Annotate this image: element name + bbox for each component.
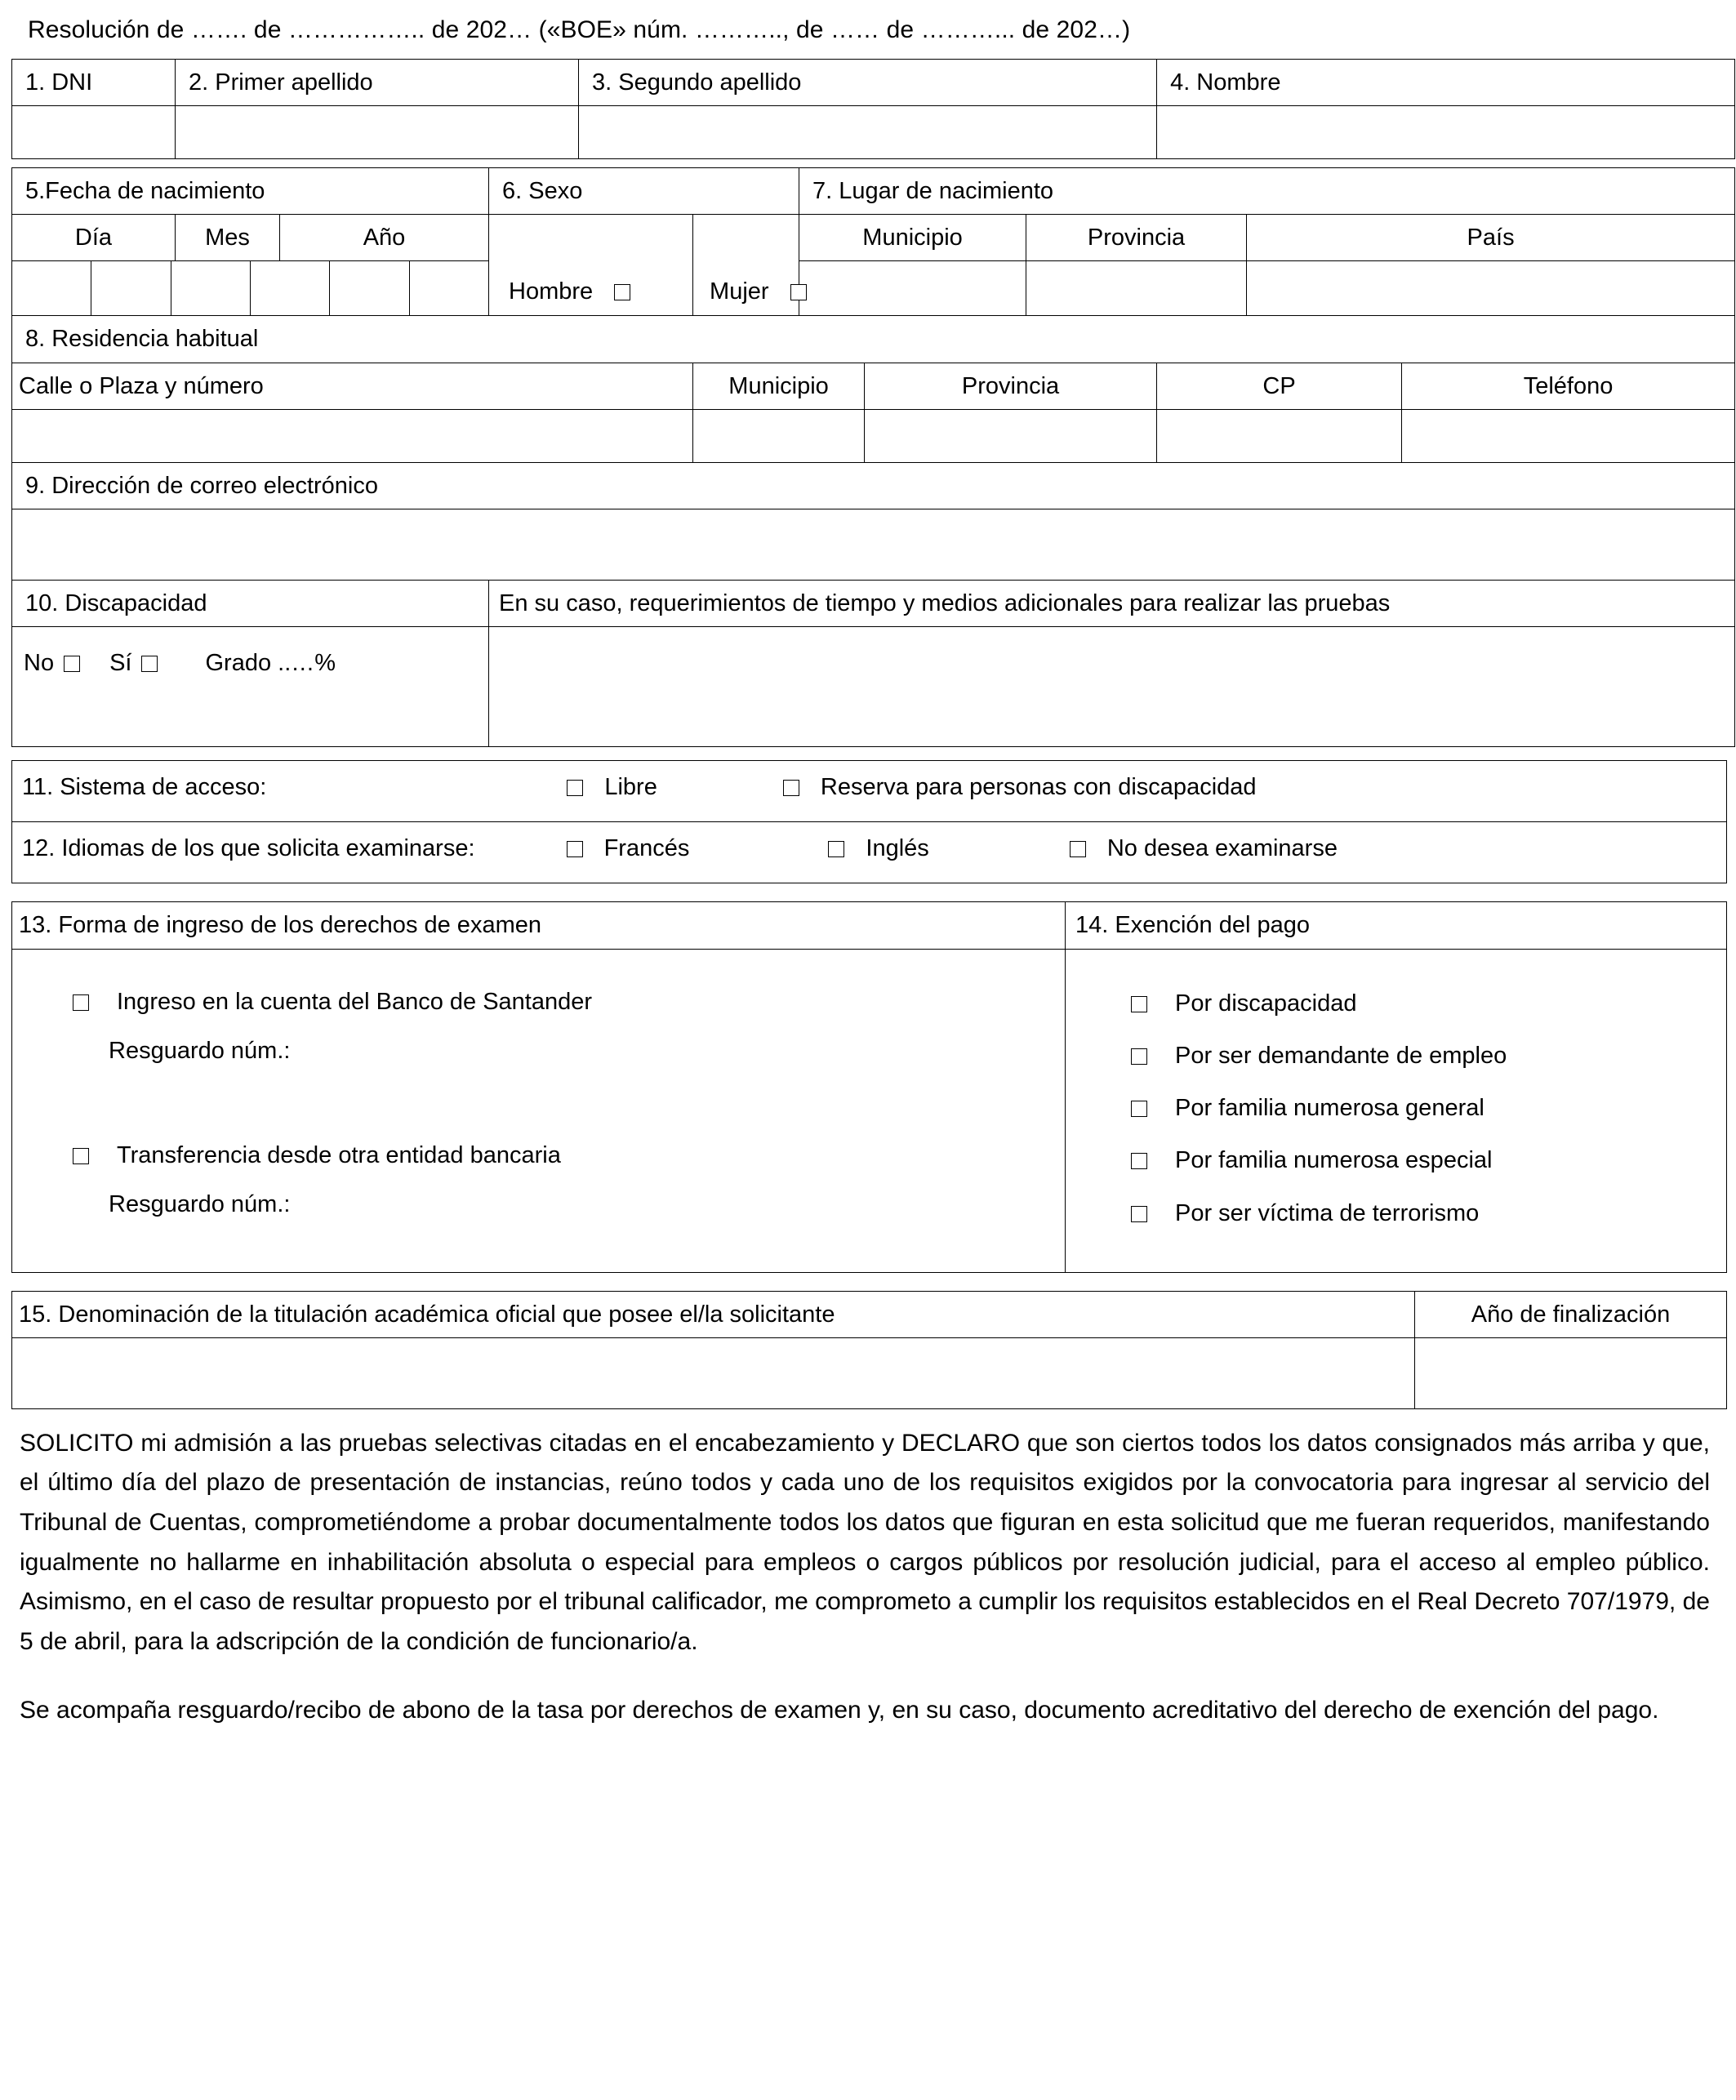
access-row <box>12 761 1727 822</box>
res-province-label: Provincia <box>961 372 1060 399</box>
checkbox-language-none-icon[interactable] <box>1070 841 1086 857</box>
languages-line <box>12 822 1726 883</box>
res-municipality-label: Municipio <box>728 372 829 399</box>
year-label: Año <box>363 225 406 251</box>
cell-street-label <box>12 363 693 409</box>
disability-requirements-input[interactable] <box>489 627 1735 747</box>
checkbox-disability-no-icon[interactable] <box>64 656 80 672</box>
residence-input-row <box>12 409 1735 462</box>
disability-requirements-label: En su caso, requerimientos de tiempo y medios adicionales para realizar las pruebas <box>499 590 1391 616</box>
month-box-2[interactable] <box>251 261 330 315</box>
year-box-1[interactable] <box>330 261 409 315</box>
payment-option-santander-label: Ingreso en la cuenta del Banco de Santander <box>117 988 593 1015</box>
cell-disability-label <box>12 581 489 627</box>
checkbox-payment-santander-icon[interactable] <box>73 994 89 1011</box>
disability-label: 10. Discapacidad <box>25 590 207 616</box>
birth-subheader-row <box>12 215 1735 261</box>
exemption-option-jobseeker-label: Por ser demandante de empleo <box>1175 1042 1507 1069</box>
cell-birth-country-label <box>1247 215 1735 261</box>
payment-option-transfer[interactable] <box>12 1132 1065 1178</box>
cell-phone-label <box>1402 363 1735 409</box>
disability-yes-label: Sí <box>109 650 132 677</box>
day-label: Día <box>74 225 113 251</box>
birth-province-label: Provincia <box>1087 225 1186 251</box>
resolution-header: Resolución de ……. de …………….. de 202… («BOE» núm. ……….., de …… de ………... de 202…) <box>28 16 1131 43</box>
payment-receipt-transfer[interactable] <box>12 1178 1065 1247</box>
cell-birth-province-label <box>1026 215 1247 261</box>
payment-option-santander[interactable] <box>12 979 1065 1025</box>
residence-label-row <box>12 316 1735 363</box>
payment-receipt-santander[interactable] <box>12 1025 1065 1087</box>
birth-label-row <box>12 167 1735 214</box>
language-option-french-label: Francés <box>603 835 690 862</box>
sex-female-label: Mujer <box>710 278 769 305</box>
languages-row <box>12 822 1727 883</box>
education-table <box>11 1291 1727 1409</box>
res-province-input[interactable] <box>865 409 1157 462</box>
given-name-label: 4. Nombre <box>1170 69 1281 96</box>
disability-options[interactable] <box>12 627 489 747</box>
block-spacer-2 <box>11 883 1726 901</box>
street-label: Calle o Plaza y número <box>19 372 264 399</box>
education-input[interactable] <box>12 1337 1415 1408</box>
checkbox-exemption-large-family-general-icon[interactable] <box>1131 1101 1147 1117</box>
cell-res-municipality-label <box>693 363 865 409</box>
completion-year-label: Año de finalización <box>1471 1301 1671 1328</box>
sex-male-label: Hombre <box>509 278 594 305</box>
personal-data-table <box>11 59 1735 748</box>
language-option-english[interactable] <box>826 834 928 863</box>
cell-education-label <box>12 1291 1415 1337</box>
checkbox-language-french-icon[interactable] <box>567 841 583 857</box>
education-header-row <box>12 1291 1727 1337</box>
phone-label: Teléfono <box>1523 372 1614 399</box>
access-option-reserved[interactable] <box>781 772 1257 802</box>
payment-options-body <box>12 950 1065 1272</box>
education-input-row <box>12 1337 1727 1408</box>
exemption-option-disability-label: Por discapacidad <box>1175 990 1357 1017</box>
dni-label: 1. DNI <box>25 69 93 96</box>
access-option-reserved-label: Reserva para personas con discapacidad <box>820 774 1257 801</box>
day-box-1[interactable] <box>12 261 91 315</box>
identity-input-row <box>12 105 1735 158</box>
checkbox-access-reserved-icon[interactable] <box>783 780 799 796</box>
checkbox-exemption-large-family-special-icon[interactable] <box>1131 1153 1147 1169</box>
birth-country-input[interactable] <box>1247 261 1735 316</box>
exemption-option-large-family-special[interactable] <box>1066 1134 1726 1186</box>
phone-input[interactable] <box>1402 409 1735 462</box>
birthdate-label: 5.Fecha de nacimiento <box>25 177 265 204</box>
birthplace-label: 7. Lugar de nacimiento <box>812 177 1054 204</box>
cell-sex-label <box>489 167 799 214</box>
email-label: 9. Dirección de correo electrónico <box>25 472 378 499</box>
completion-year-input[interactable] <box>1415 1337 1727 1408</box>
cell-year-label <box>280 215 489 261</box>
payment-inner-spacer <box>12 1087 1065 1132</box>
declaration-paragraph-1: SOLICITO mi admisión a las pruebas selectivas citadas en el encabezamiento y DECLARO que son ciertos todos los datos consignados más arriba y que, el último día del plazo de presentación de instancias, reúno todos y cada uno de los requisitos exigidos por la convocatoria para ingresar al servicio del Tribunal de Cuentas, comprometiéndome a probar documentalmente todos los datos que figuran en esta solicitud que me fueran requeridos, manifestando igualmente no hallarme en inhabilitación absoluta o especial para empleos o cargos públicos por resolución judicial, para el acceso al empleo público. Asimismo, en el caso de resultar propuesto por el tribunal calificador, me comprometo a cumplir los requisitos establecidos en el Real Decreto 707/1979, de 5 de abril, para la adscripción de la condición de funcionario/a. <box>20 1429 1710 1655</box>
checkbox-exemption-disability-icon[interactable] <box>1131 996 1147 1012</box>
cell-res-province-label <box>865 363 1157 409</box>
education-label: 15. Denominación de la titulación académica oficial que posee el/la solicitante <box>19 1301 835 1328</box>
access-languages-table <box>11 760 1727 883</box>
cell-first-surname-label <box>176 59 579 105</box>
exemption-option-large-family-special-label: Por familia numerosa especial <box>1175 1147 1493 1174</box>
declaration-paragraph-2: Se acompaña resguardo/recibo de abono de la tasa por derechos de examen y, en su caso, documento acreditativo del derecho de exención del pago. <box>20 1697 1659 1724</box>
payment-exemption-table <box>11 901 1727 1272</box>
cell-access-system <box>12 761 1727 822</box>
birth-country-label: País <box>1467 225 1515 251</box>
exemption-options <box>1066 949 1727 1272</box>
payment-receipt-santander-label: Resguardo núm.: <box>109 1037 291 1064</box>
block-spacer-1 <box>11 747 1726 760</box>
cell-second-surname-label <box>579 59 1157 105</box>
first-surname-label: 2. Primer apellido <box>189 69 373 96</box>
postcode-input[interactable] <box>1157 409 1402 462</box>
payment-receipt-transfer-label: Resguardo núm.: <box>109 1191 291 1218</box>
disability-option-line[interactable] <box>12 627 488 699</box>
birth-input-row <box>12 261 1735 316</box>
checkbox-disability-yes-icon[interactable] <box>141 656 158 672</box>
exemption-option-large-family-general[interactable] <box>1066 1082 1726 1134</box>
dni-input[interactable] <box>12 105 176 158</box>
postcode-label: CP <box>1262 372 1296 399</box>
disability-input-row <box>12 627 1735 747</box>
payment-body-row <box>12 949 1727 1272</box>
birthdate-boxes[interactable] <box>12 261 489 316</box>
birth-municipality-label: Municipio <box>862 225 963 251</box>
cell-given-name-label <box>1157 59 1735 105</box>
cell-birthplace-label <box>799 167 1735 214</box>
first-surname-input[interactable] <box>176 105 579 158</box>
access-option-free[interactable] <box>565 772 657 802</box>
access-system-line <box>12 761 1726 821</box>
residence-header-row <box>12 363 1735 409</box>
sex-option-female[interactable] <box>693 215 799 316</box>
checkbox-payment-transfer-icon[interactable] <box>73 1148 89 1164</box>
language-option-french[interactable] <box>565 834 690 863</box>
cell-residence-label <box>12 316 1735 363</box>
checkbox-exemption-terrorism-victim-icon[interactable] <box>1131 1206 1147 1222</box>
day-box-2[interactable] <box>91 261 171 315</box>
languages-label: 12. Idiomas de los que solicita examinarse: <box>22 835 475 862</box>
payment-label: 13. Forma de ingreso de los derechos de examen <box>19 912 541 939</box>
cell-birthdate-label <box>12 167 489 214</box>
payment-option-transfer-label: Transferencia desde otra entidad bancaria <box>117 1142 561 1168</box>
disability-label-row <box>12 581 1735 627</box>
cell-day-label <box>12 215 176 261</box>
second-surname-input[interactable] <box>579 105 1157 158</box>
exemption-option-disability[interactable] <box>1066 977 1726 1030</box>
sex-label: 6. Sexo <box>502 177 583 204</box>
checkbox-access-free-icon[interactable] <box>567 780 583 796</box>
cell-email-label <box>12 462 1735 509</box>
given-name-input[interactable] <box>1157 105 1735 158</box>
checkbox-language-english-icon[interactable] <box>828 841 844 857</box>
birth-province-input[interactable] <box>1026 261 1247 316</box>
cell-postcode-label <box>1157 363 1402 409</box>
email-input[interactable] <box>12 509 1735 581</box>
month-label: Mes <box>205 225 250 251</box>
birth-municipality-input[interactable] <box>799 261 1026 316</box>
block-spacer-3 <box>11 1273 1726 1291</box>
exemption-option-large-family-general-label: Por familia numerosa general <box>1175 1095 1485 1121</box>
cell-payment-label <box>12 902 1066 949</box>
second-surname-label: 3. Segundo apellido <box>592 69 802 96</box>
payment-header-row <box>12 902 1727 949</box>
checkbox-female-icon[interactable] <box>790 284 807 300</box>
payment-options <box>12 949 1066 1272</box>
language-option-none-label: No desea examinarse <box>1106 835 1338 862</box>
email-input-row <box>12 509 1735 581</box>
cell-dni-label <box>12 59 176 105</box>
exemption-options-body <box>1066 950 1726 1261</box>
language-option-none[interactable] <box>1068 834 1338 863</box>
residence-label: 8. Residencia habitual <box>25 326 259 353</box>
checkbox-exemption-jobseeker-icon[interactable] <box>1131 1048 1147 1065</box>
checkbox-male-icon[interactable] <box>614 284 630 300</box>
month-box-1[interactable] <box>171 261 251 315</box>
exemption-label: 14. Exención del pago <box>1075 912 1310 939</box>
res-municipality-input[interactable] <box>693 409 865 462</box>
disability-no-label: No <box>24 650 55 677</box>
access-label: 11. Sistema de acceso: <box>22 774 267 801</box>
cell-completion-year-label <box>1415 1291 1727 1337</box>
sex-option-male[interactable] <box>489 215 693 316</box>
cell-disability-requirements-label <box>489 581 1735 627</box>
exemption-option-terrorism-victim-label: Por ser víctima de terrorismo <box>1175 1199 1480 1226</box>
identity-label-row <box>12 59 1735 105</box>
cell-birth-municipality-label <box>799 215 1026 261</box>
cell-month-label <box>176 215 280 261</box>
access-option-free-label: Libre <box>604 774 657 801</box>
email-label-row <box>12 462 1735 509</box>
disability-grade-label: Grado ..…% <box>205 650 336 677</box>
street-input[interactable] <box>12 409 693 462</box>
cell-exemption-label <box>1066 902 1727 949</box>
language-option-english-label: Inglés <box>866 835 929 862</box>
year-box-2[interactable] <box>410 261 488 315</box>
exemption-option-jobseeker[interactable] <box>1066 1030 1726 1082</box>
spacer-row <box>12 158 1735 167</box>
cell-languages <box>12 822 1727 883</box>
exemption-option-terrorism-victim[interactable] <box>1066 1187 1726 1239</box>
